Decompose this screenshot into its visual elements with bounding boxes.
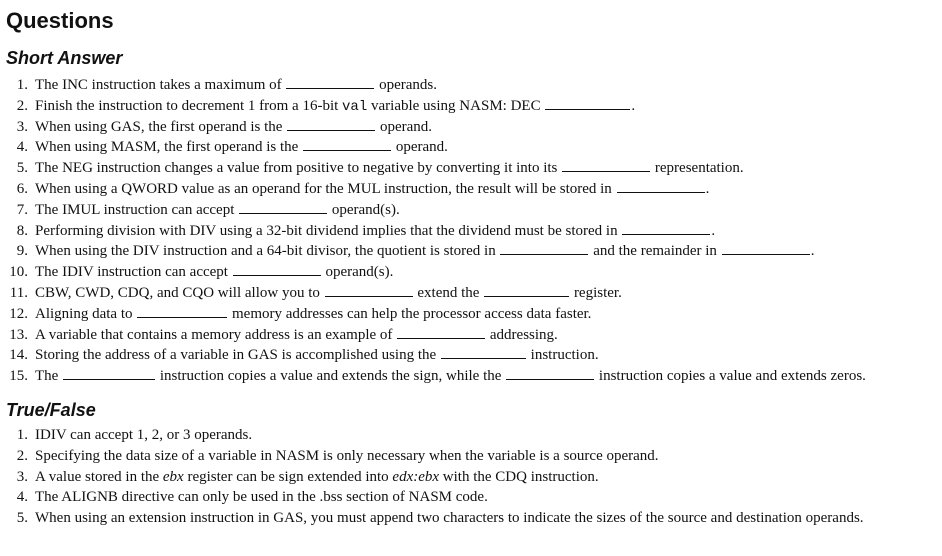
item-number: 3. xyxy=(16,468,28,485)
question-text: The instruction copies a value and extends the sign, while the instruction copies a value and extends zeros. xyxy=(35,368,866,385)
list-item xyxy=(0,137,942,158)
question-text: Finish the instruction to decrement 1 from a 16-bit val variable using NASM: DEC . xyxy=(35,97,636,115)
item-number: 10. xyxy=(9,264,28,281)
answer-blank[interactable] xyxy=(137,304,227,318)
item-number: 15. xyxy=(9,368,28,385)
list-item xyxy=(0,158,942,179)
item-number: 3. xyxy=(16,118,28,135)
list-item xyxy=(0,467,942,488)
answer-blank[interactable] xyxy=(441,345,526,359)
answer-blank[interactable] xyxy=(722,241,810,255)
question-text: Storing the address of a variable in GAS is accomplished using the instruction. xyxy=(35,347,599,364)
answer-blank[interactable] xyxy=(303,137,391,151)
question-text: Performing division with DIV using a 32-bit dividend implies that the dividend must be stored in . xyxy=(35,222,716,239)
page-title: Questions xyxy=(6,8,114,33)
statement-text: When using an extension instruction in GAS, you must append two characters to indicate the sizes of the source and destination operands. xyxy=(35,510,864,527)
question-text: CBW, CWD, CDQ, and CQO will allow you to extend the register. xyxy=(35,284,622,301)
list-item xyxy=(0,487,942,508)
answer-blank[interactable] xyxy=(506,366,594,380)
item-number: 2. xyxy=(16,97,28,114)
answer-blank[interactable] xyxy=(287,117,375,131)
list-item xyxy=(0,179,942,200)
question-text: A variable that contains a memory address is an example of addressing. xyxy=(35,326,558,343)
question-text: The IMUL instruction can accept operand(s). xyxy=(35,201,400,218)
item-number: 1. xyxy=(16,427,28,443)
item-number: 6. xyxy=(16,180,28,197)
register-name: edx:ebx xyxy=(392,468,440,485)
answer-blank[interactable] xyxy=(617,179,705,193)
answer-blank[interactable] xyxy=(239,200,327,214)
list-item xyxy=(0,221,942,242)
answer-blank[interactable] xyxy=(562,158,650,172)
question-text: When using the DIV instruction and a 64-bit divisor, the quotient is stored in and the remainder in . xyxy=(35,243,815,260)
question-text: The INC instruction takes a maximum of operands. xyxy=(35,77,438,93)
statement-text: The ALIGNB directive can only be used in the .bss section of NASM code. xyxy=(35,489,488,506)
item-number: 9. xyxy=(16,243,28,260)
answer-blank[interactable] xyxy=(286,75,374,89)
answer-blank[interactable] xyxy=(484,283,569,297)
answer-blank[interactable] xyxy=(325,283,413,297)
statement-text: Specifying the data size of a variable in NASM is only necessary when the variable is a source operand. xyxy=(35,447,659,464)
answer-blank[interactable] xyxy=(545,96,630,110)
list-item xyxy=(0,508,942,529)
answer-blank[interactable] xyxy=(63,366,155,380)
question-text: Aligning data to memory addresses can help the processor access data faster. xyxy=(35,305,592,322)
question-text: When using GAS, the first operand is the operand. xyxy=(35,118,433,135)
list-item xyxy=(0,283,942,304)
item-number: 1. xyxy=(16,77,28,93)
item-number: 12. xyxy=(9,305,28,322)
list-item xyxy=(0,345,942,366)
question-text: When using a QWORD value as an operand for the MUL instruction, the result will be stored in . xyxy=(35,180,710,197)
list-item xyxy=(0,304,942,325)
true-false-list xyxy=(0,425,942,529)
true-false-heading: True/False xyxy=(6,400,96,420)
list-item xyxy=(0,96,942,117)
item-number: 5. xyxy=(16,160,28,177)
list-item xyxy=(0,200,942,221)
answer-blank[interactable] xyxy=(233,262,321,276)
list-item xyxy=(0,262,942,283)
question-text: The NEG instruction changes a value from positive to negative by converting it into its representation. xyxy=(35,160,744,177)
item-number: 11. xyxy=(9,284,28,301)
item-number: 13. xyxy=(9,326,28,343)
item-number: 2. xyxy=(16,447,28,464)
answer-blank[interactable] xyxy=(622,221,710,235)
statement-text: IDIV can accept 1, 2, or 3 operands. xyxy=(35,427,253,443)
answer-blank[interactable] xyxy=(500,241,588,255)
statement-text: A value stored in the ebx register can be sign extended into edx:ebx with the CDQ instruction. xyxy=(35,468,599,485)
list-item xyxy=(0,446,942,467)
answer-blank[interactable] xyxy=(397,325,485,339)
list-item xyxy=(0,366,942,387)
question-text: The IDIV instruction can accept operand(s). xyxy=(35,264,394,281)
question-text: When using MASM, the first operand is the operand. xyxy=(35,139,448,156)
register-name: ebx xyxy=(162,468,184,485)
list-item xyxy=(0,75,942,96)
short-answer-heading: Short Answer xyxy=(6,48,123,68)
item-number: 7. xyxy=(16,201,28,218)
item-number: 4. xyxy=(16,489,28,506)
item-number: 4. xyxy=(16,139,28,156)
list-item xyxy=(0,117,942,138)
item-number: 14. xyxy=(9,347,28,364)
item-number: 5. xyxy=(16,510,28,527)
short-answer-list xyxy=(0,75,942,387)
list-item xyxy=(0,425,942,446)
list-item xyxy=(0,325,942,346)
code-text: val xyxy=(342,98,368,115)
item-number: 8. xyxy=(16,222,28,239)
list-item xyxy=(0,241,942,262)
